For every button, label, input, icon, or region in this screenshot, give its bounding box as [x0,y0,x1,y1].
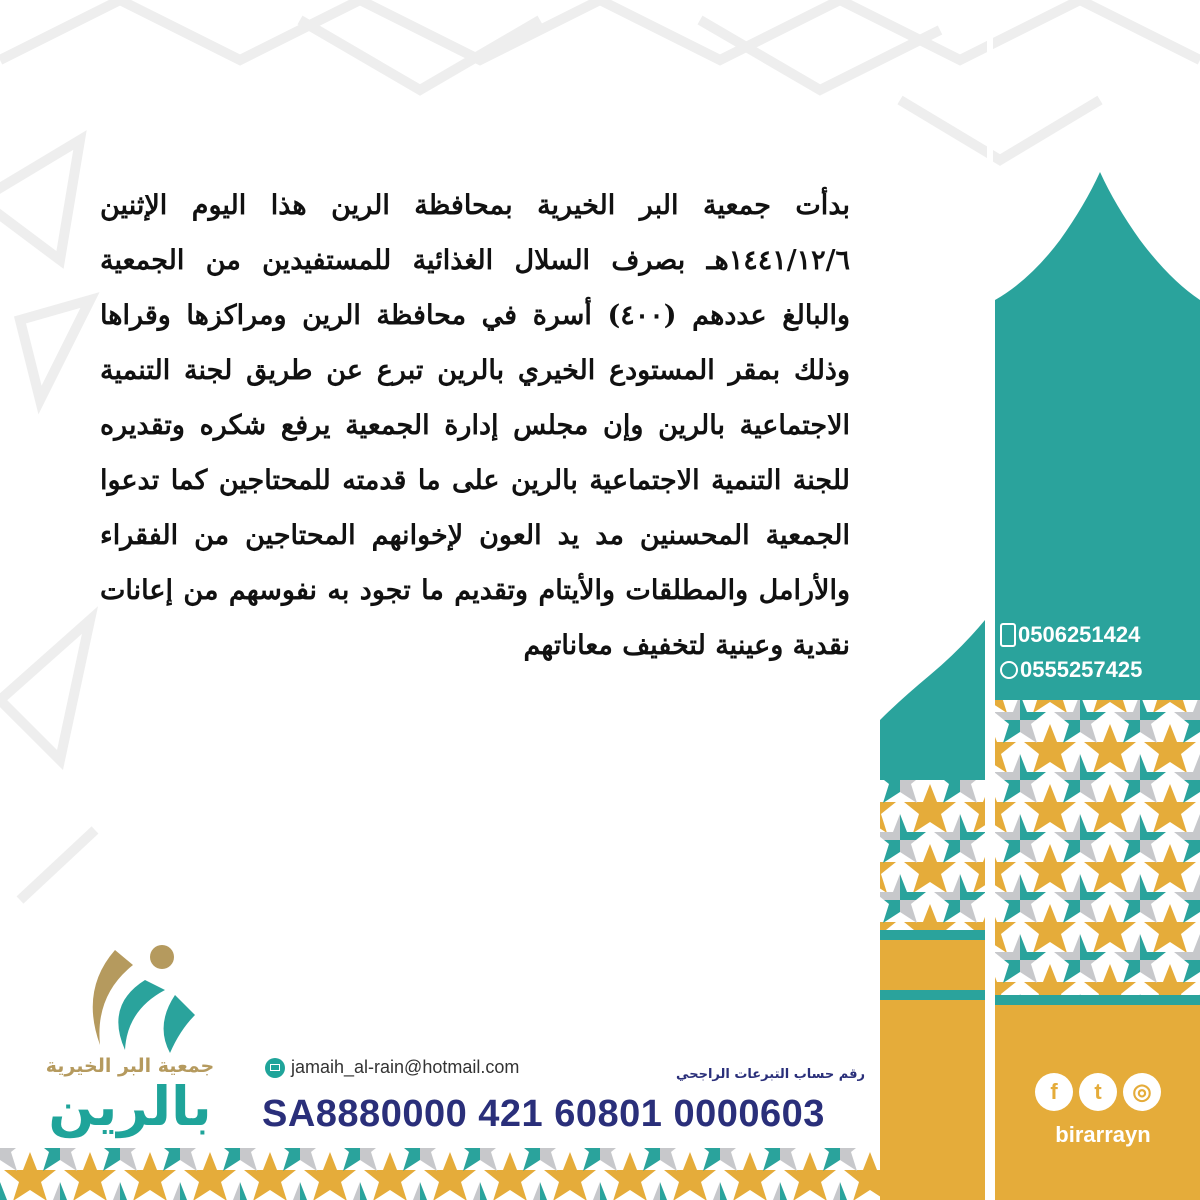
phone-number[interactable] [1000,618,1195,652]
bank-account-label: رقم حساب التبرعات الراجحي [676,1067,865,1082]
instagram-icon[interactable]: ◎ [1123,1073,1161,1111]
phone-number-text: 0506251424 [1018,622,1141,647]
mobile-phone-icon [1000,623,1016,647]
iban-number[interactable]: SA8880000 421 60801 0000603 [262,1093,825,1135]
announcement-text: بدأت جمعية البر الخيرية بمحافظة الرين هذا اليوم الإثنين ١٤٤١/١٢/٦هـ بصرف السلال الغذائية للمستفيدين من الجمعية والبالغ عددهم (٤٠٠) أسرة في محافظة الرين ومراكزها وقراها وذلك بمقر المستودع الخيري بالرين تبرع عن طريق لجنة التنمية الاجتماعية بالرين وإن مجلس إدارة الجمعية يرفع شكره وتقديره للجنة التنمية الاجتماعية بالرين على ما قدمته للمحتاجين كما تدعوا الجمعية المحسنين مد يد العون لإخوانهم المحتاجين من الفقراء والأرامل والمطلقات والأيتام وتقديم ما تجود به نفوسهم من إعانات نقدية وعينية لتخفيف معاناتهم [100,190,850,661]
social-links [1035,1073,1161,1111]
email-contact[interactable] [265,1057,519,1078]
whatsapp-icon [1000,661,1018,679]
email-address: jamaih_al-rain@hotmail.com [291,1057,520,1077]
whatsapp-number-text: 0555257425 [1020,657,1143,682]
twitter-icon[interactable]: t [1079,1073,1117,1111]
whatsapp-number[interactable] [1000,653,1195,687]
email-icon [265,1058,285,1078]
facebook-icon[interactable]: f [1035,1073,1073,1111]
social-handle[interactable]: birarrayn [1055,1122,1151,1147]
logo-name-word: بالرين [48,1075,212,1138]
logo-name-line: جمعية البر الخيرية [45,1055,215,1077]
charity-logo-icon [55,935,205,1055]
bottom-tile-band [0,1148,880,1200]
